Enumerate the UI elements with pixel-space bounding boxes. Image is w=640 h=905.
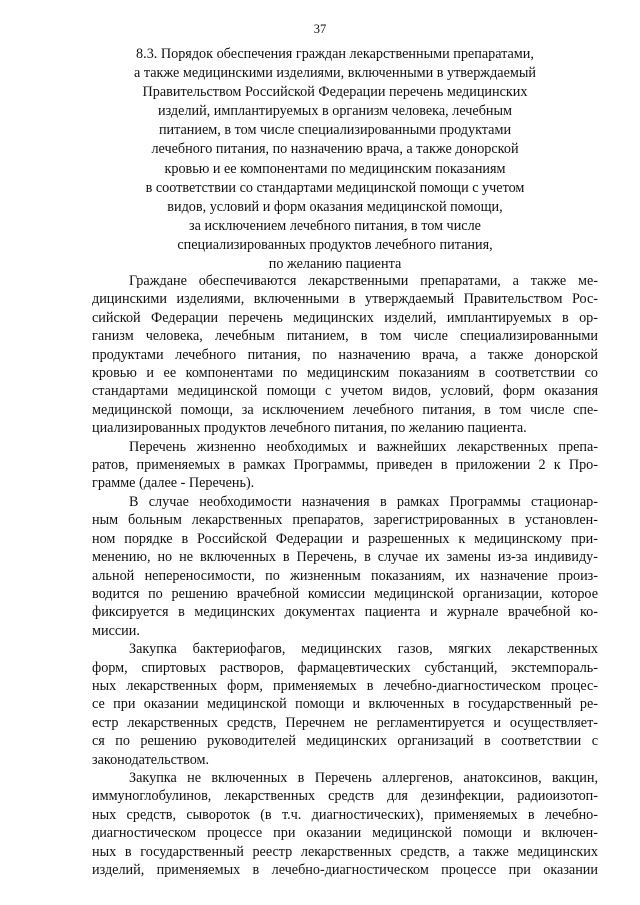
paragraph-line: грамме (далее - Перечень). — [92, 475, 255, 492]
paragraph-line: кровью и ее компонентами по медицинским показаниям в соответствии со — [92, 365, 598, 382]
paragraph-line: миссии. — [92, 622, 140, 639]
paragraph-line: менению, но не включенных в Перечень, в случае их замены из-за индивиду- — [92, 549, 598, 566]
section-heading — [105, 45, 565, 274]
heading-line: а также медицинскими изделиями, включенными в утверждаемый — [133, 65, 537, 82]
paragraph-line: циализированных продуктов лечебного питания, по желанию пациента. — [92, 420, 527, 437]
heading-line: по желанию пациента — [268, 256, 402, 273]
paragraph-line: диагностическом процессе при оказании медицинской помощи и включен- — [92, 825, 598, 842]
heading-line: специализированных продуктов лечебного питания, — [177, 236, 493, 253]
paragraph-line: ном порядке в Российской Федерации и разрешенных к медицинскому при- — [92, 530, 598, 547]
paragraph-line: изделий, применяемых в лечебно-диагностическом процессе при оказании — [92, 862, 598, 878]
paragraph-line: В случае необходимости назначения в рамках Программы стационар- — [129, 493, 598, 510]
paragraph-line: Закупка не включенных в Перечень аллергенов, анатоксинов, вакцин, — [129, 769, 598, 786]
paragraph-3 — [92, 493, 598, 640]
heading-line: за исключением лечебного питания, в том числе — [189, 217, 481, 234]
paragraph-line: фиксируется в медицинских документах пациента и журнале врачебной ко- — [92, 604, 598, 621]
paragraph-line: ных в государственный реестр лекарственных средств, а также медицинских — [92, 843, 598, 860]
heading-line: лечебного питания, по назначению врача, а также донорской — [151, 141, 519, 158]
paragraph-line: форм, спиртовых растворов, фармацевтических субстанций, экстемпораль- — [92, 659, 598, 676]
paragraph-line: ратов, применяемых в рамках Программы, приведен в приложении 2 к Про- — [92, 457, 598, 474]
paragraph-2 — [92, 438, 598, 493]
paragraph-line: водится по решению врачебной комиссии медицинской организации, которое — [92, 585, 598, 602]
page-number: 37 — [313, 22, 327, 36]
paragraph-line: ным больным лекарственных препаратов, зарегистрированных в установлен- — [92, 512, 598, 529]
heading-line: видов, условий и форм оказания медицинской помощи, — [167, 198, 503, 215]
paragraph-line: ных средств, сывороток (в т.ч. диагностических), применяемых в лечебно- — [92, 806, 598, 823]
paragraph-line: се при оказании медицинской помощи и включенных в государственный ре- — [92, 696, 598, 713]
paragraph-line: естр лекарственных средств, Перечнем не регламентируется и осуществляет- — [92, 714, 598, 731]
paragraph-line: ся по решению руководителей медицинских организаций в соответствии с — [92, 733, 598, 750]
paragraph-line: иммуноглобулинов, лекарственных средств для дезинфекции, радиоизотоп- — [92, 788, 598, 805]
paragraph-line: ных лекарственных форм, применяемых в лечебно-диагностическом процес- — [92, 677, 598, 694]
paragraph-line: Перечень жизненно необходимых и важнейших лекарственных препа- — [129, 438, 598, 455]
heading-line: в соответствии со стандартами медицинской помощи с учетом — [145, 179, 525, 196]
paragraph-line: Закупка бактериофагов, медицинских газов, мягких лекарственных — [129, 641, 598, 658]
paragraph-line: продуктами лечебного питания, по назначению врача, а также донорской — [92, 346, 598, 363]
heading-line: Правительством Российской Федерации перечень медицинских — [142, 84, 528, 101]
heading-line: кровью и ее компонентами по медицинским показаниям — [164, 160, 506, 177]
paragraph-line: альной непереносимости, по жизненным показаниям, их назначение произ- — [92, 567, 598, 584]
body-text — [92, 272, 598, 879]
heading-line: питанием, в том числе специализированными продуктами — [158, 122, 512, 139]
heading-line: изделий, имплантируемых в организм человека, лечебным — [157, 103, 513, 120]
heading-line: 8.3. Порядок обеспечения граждан лекарственными препаратами, — [136, 46, 534, 62]
paragraph-line: ганизм человека, лечебным питанием, в том числе специализированными — [92, 328, 598, 345]
paragraph-1 — [92, 272, 598, 438]
paragraph-line: стандартами медицинской помощи с учетом видов, условий, форм оказания — [92, 383, 598, 400]
paragraph-line: медицинской помощи, за исключением лечебного питания, в том числе спе- — [92, 401, 598, 418]
paragraph-line: сийской Федерации перечень медицинских изделий, имплантируемых в ор- — [92, 309, 598, 326]
paragraph-5 — [92, 769, 598, 879]
paragraph-line: законодательством. — [92, 751, 210, 768]
paragraph-line: Граждане обеспечиваются лекарственными препаратами, а также ме- — [129, 273, 598, 289]
paragraph-line: дицинскими изделиями, включенными в утверждаемый Правительством Рос- — [92, 291, 598, 308]
paragraph-4 — [92, 640, 598, 769]
